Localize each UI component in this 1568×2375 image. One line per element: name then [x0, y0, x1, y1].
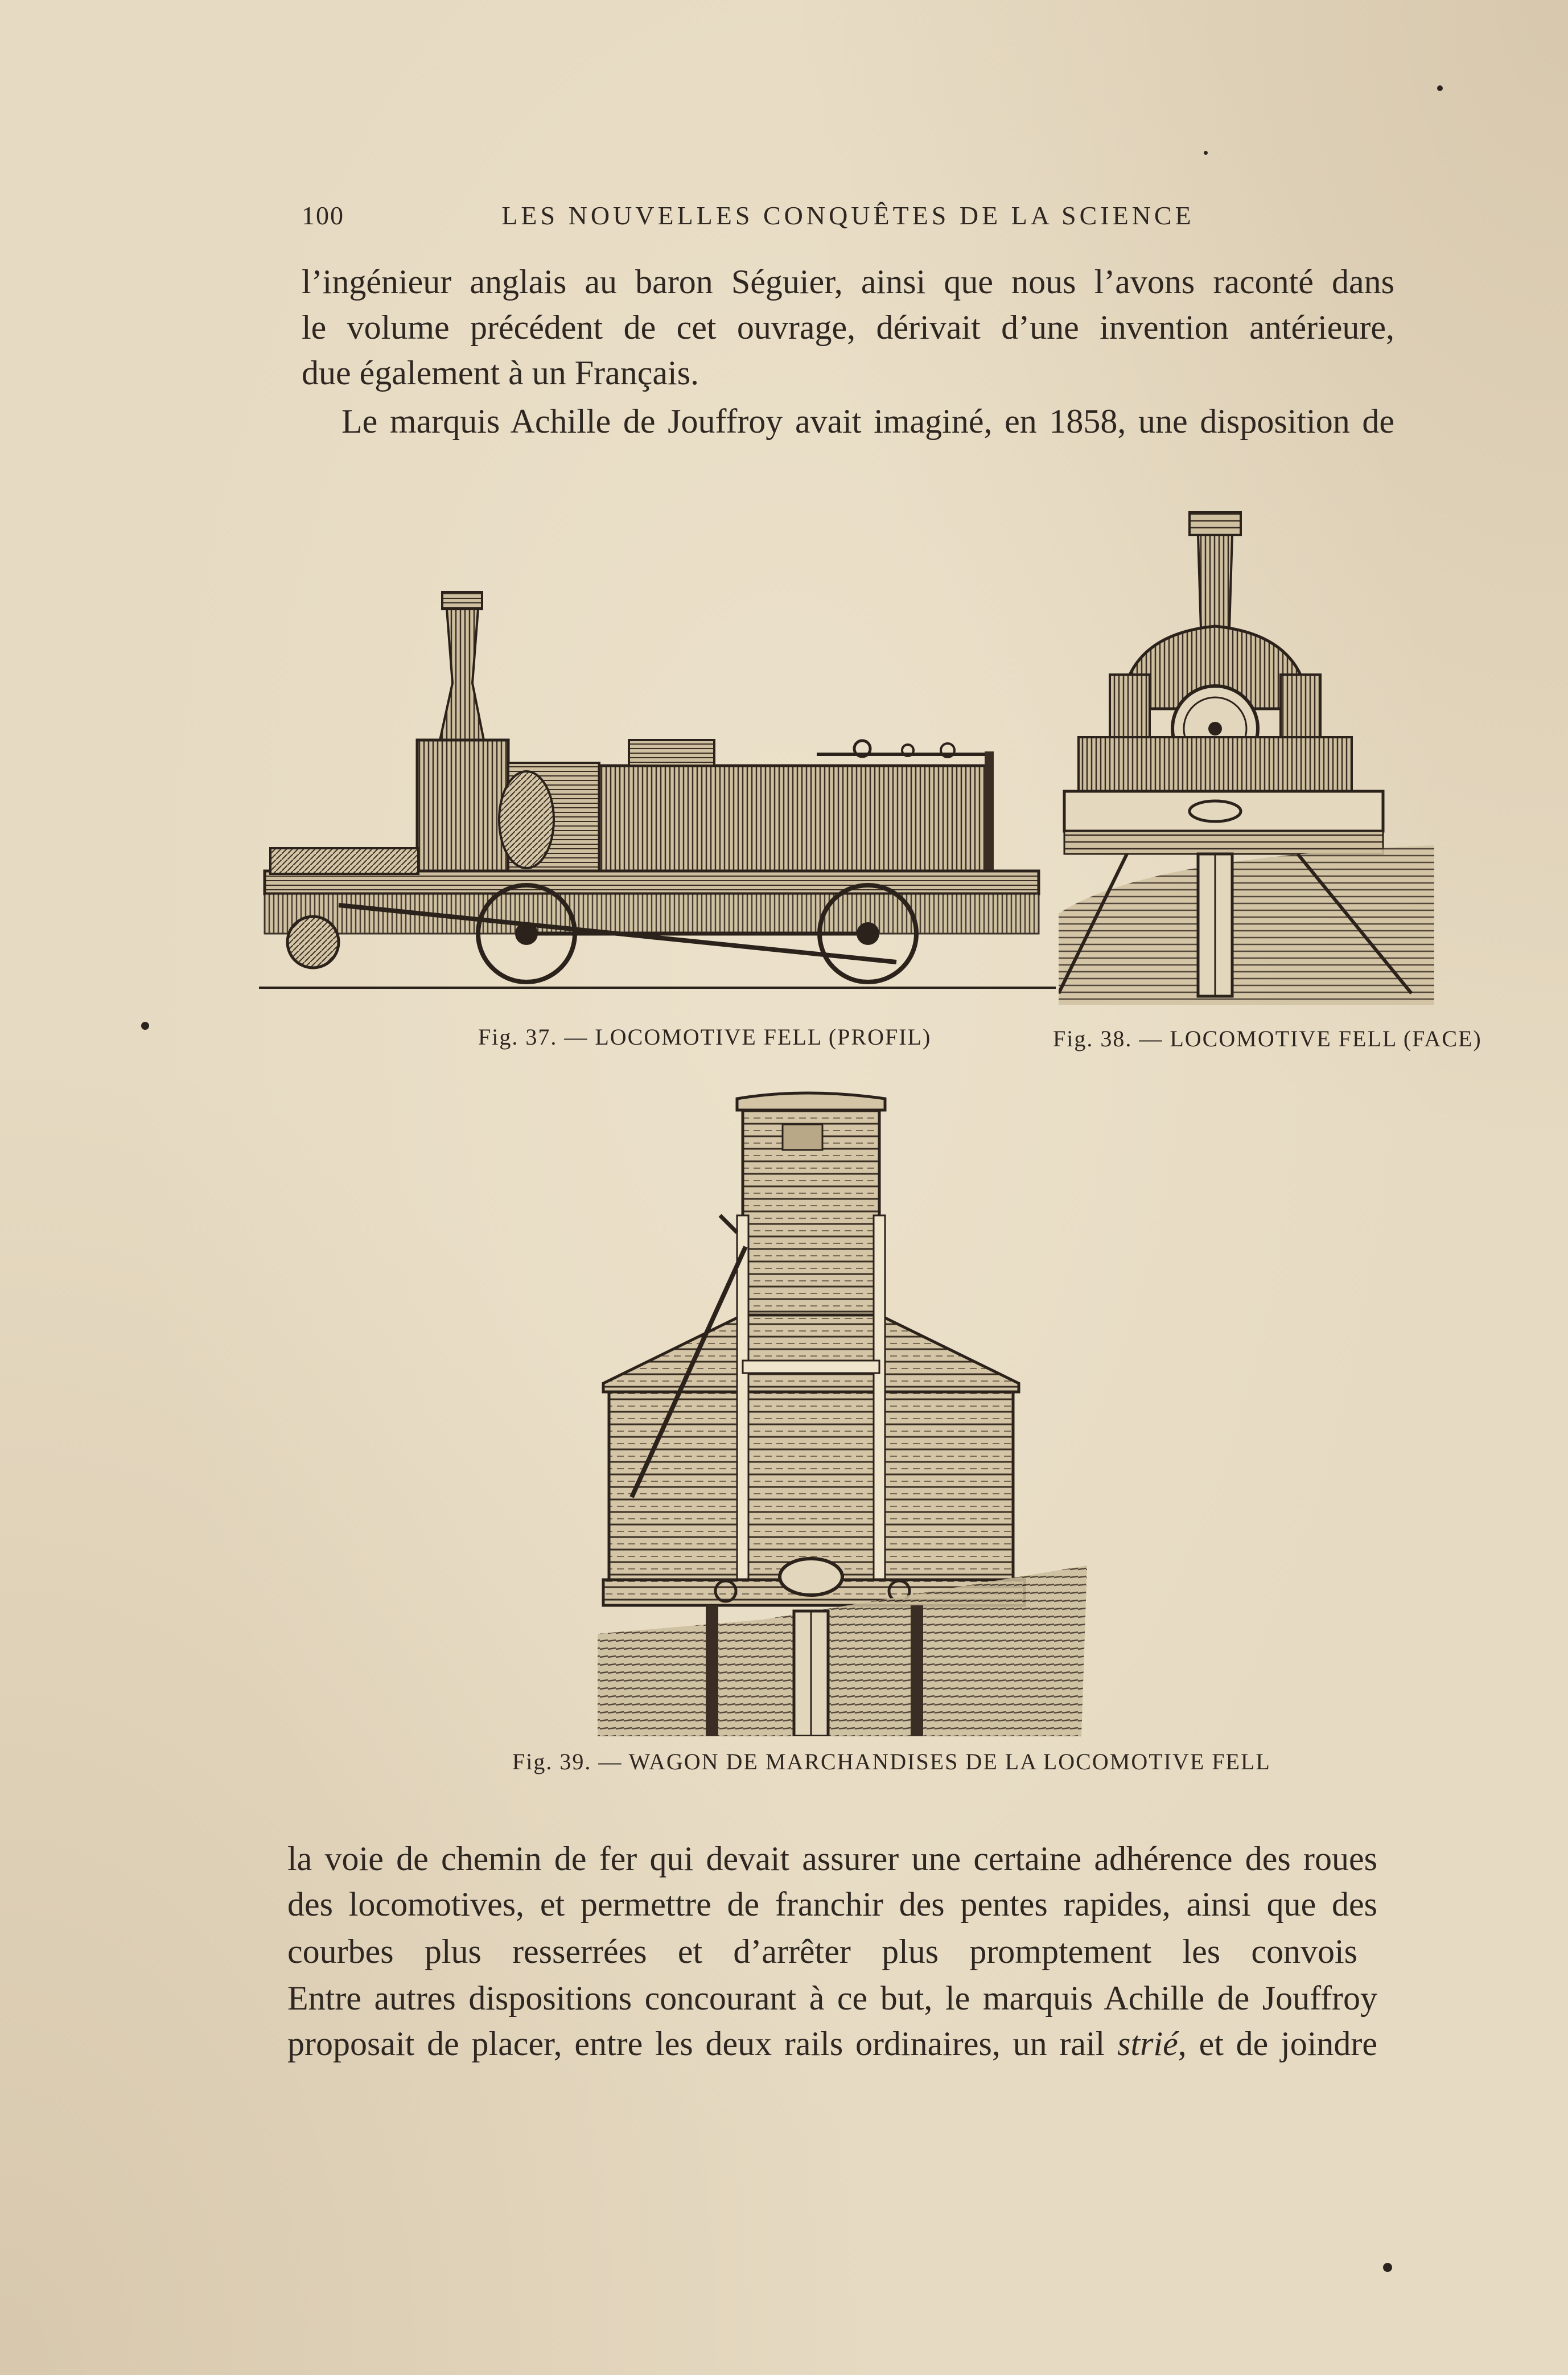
locomotive-face-engraving	[1059, 504, 1440, 1005]
locomotive-profile-engraving	[259, 569, 1056, 1002]
text-line	[287, 2021, 1377, 2066]
paper-speck	[1437, 85, 1443, 91]
paper-speck	[1383, 2263, 1392, 2272]
text-run: proposait de placer, entre les deux rails ordinaires, un rail	[287, 2025, 1118, 2062]
figure-37-locomotive-profile	[259, 569, 1056, 1002]
figure-38-caption: Fig. 38. — LOCOMOTIVE FELL (FACE)	[1053, 1026, 1482, 1051]
running-title: LES NOUVELLES CONQUÊTES DE LA SCIENCE	[501, 201, 1195, 230]
text-line: la voie de chemin de fer qui devait assurer une certaine adhérence des roues	[287, 1840, 1377, 1877]
goods-wagon-engraving	[592, 1087, 1093, 1736]
text-line: Le marquis Achille de Jouffroy avait imaginé, en 1858, une disposition de	[341, 402, 1394, 440]
figure-38-locomotive-face	[1059, 504, 1440, 1005]
paper-speck	[1204, 151, 1208, 155]
text-line: le volume précédent de cet ouvrage, dérivait d’une invention antérieure,	[302, 309, 1394, 346]
text-run: , et de joindre	[1178, 2025, 1377, 2062]
page-number: 100	[302, 201, 344, 230]
running-header	[302, 200, 1394, 240]
text-line: courbes plus resserrées et d’arrêter plus promptement les convois	[287, 1933, 1357, 1970]
text-line: Entre autres dispositions concourant à ce but, le marquis Achille de Jouffroy	[287, 1979, 1377, 2017]
figure-39-goods-wagon	[592, 1087, 1093, 1736]
text-line: des locomotives, et permettre de franchir des pentes rapides, ainsi que des	[287, 1885, 1377, 1923]
figure-37-caption: Fig. 37. — LOCOMOTIVE FELL (PROFIL)	[478, 1024, 932, 1050]
text-line: due également à un Français.	[302, 354, 699, 392]
paper-speck	[141, 1022, 149, 1030]
text-line: l’ingénieur anglais au baron Séguier, ainsi que nous l’avons raconté dans	[302, 263, 1394, 301]
italic-word: strié	[1117, 2025, 1178, 2062]
figure-39-caption: Fig. 39. — WAGON DE MARCHANDISES DE LA LOCOMOTIVE FELL	[512, 1749, 1271, 1774]
